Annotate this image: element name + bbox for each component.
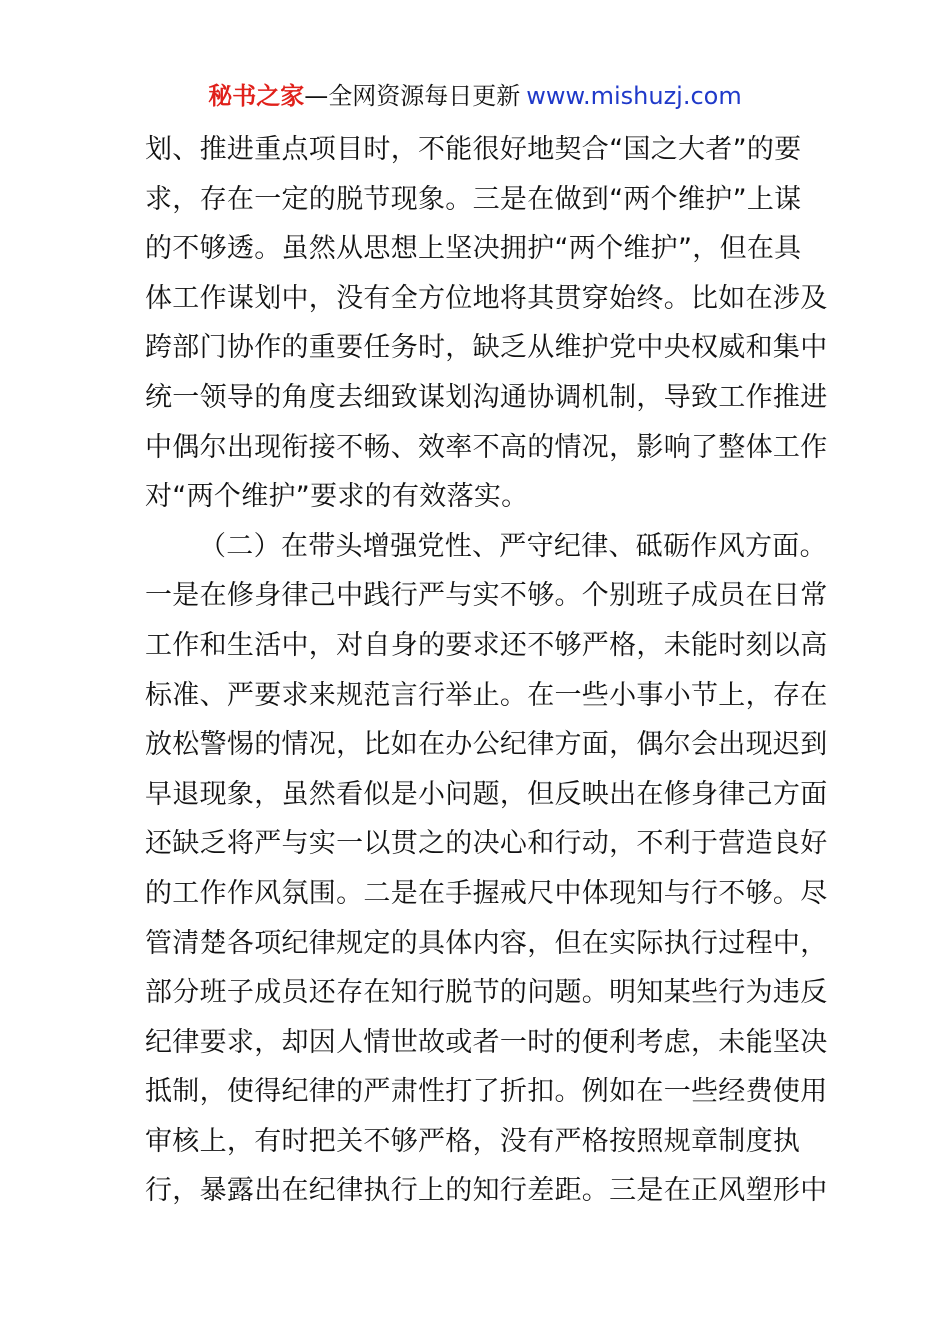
text-line: 放松警惕的情况，比如在办公纪律方面，偶尔会出现迟到 bbox=[145, 729, 828, 761]
site-url-link[interactable]: www.mishuzj.com bbox=[526, 82, 742, 110]
text-line: 跨部门协作的重要任务时，缺乏从维护党中央权威和集中 bbox=[145, 332, 828, 364]
text-line: 一是在修身律己中践行严与实不够。个别班子成员在日常 bbox=[145, 580, 828, 612]
text-line: 中偶尔出现衔接不畅、效率不高的情况，影响了整体工作 bbox=[145, 431, 828, 463]
text-line: 行，暴露出在纪律执行上的知行差距。三是在正风塑形中 bbox=[145, 1175, 828, 1207]
text-line: 抵制，使得纪律的严肃性打了折扣。例如在一些经费使用 bbox=[145, 1076, 828, 1108]
text-line: 早退现象，虽然看似是小问题，但反映出在修身律己方面 bbox=[145, 778, 828, 810]
text-line: 统一领导的角度去细致谋划沟通协调机制，导致工作推进 bbox=[145, 381, 828, 413]
section-heading: （二）在带头增强党性、严守纪律、砥砺作风方面。 bbox=[199, 530, 827, 562]
text-line: 审核上，有时把关不够严格，没有严格按照规章制度执 bbox=[145, 1125, 801, 1157]
text-line: 的不够透。虽然从思想上坚决拥护“两个维护”，但在具 bbox=[145, 233, 802, 265]
text-line: 体工作谋划中，没有全方位地将其贯穿始终。比如在涉及 bbox=[145, 282, 828, 314]
header-tagline: —全网资源每日更新 bbox=[304, 82, 521, 110]
text-line: 划、推进重点项目时，不能很好地契合“国之大者”的要 bbox=[145, 134, 802, 165]
text-line: 还缺乏将严与实一以贯之的决心和行动，不利于营造良好 bbox=[145, 828, 828, 860]
text-line: 管清楚各项纪律规定的具体内容，但在实际执行过程中， bbox=[145, 927, 828, 959]
text-line: 标准、严要求来规范言行举止。在一些小事小节上，存在 bbox=[145, 679, 828, 711]
text-line: 求，存在一定的脱节现象。三是在做到“两个维护”上谋 bbox=[145, 183, 802, 215]
text-line: 的工作作风氛围。二是在手握戒尺中体现知与行不够。尽 bbox=[145, 877, 828, 909]
text-line: 工作和生活中，对自身的要求还不够严格，未能时刻以高 bbox=[145, 629, 828, 661]
text-line: 部分班子成员还存在知行脱节的问题。明知某些行为违反 bbox=[145, 977, 828, 1009]
text-line: 纪律要求，却因人情世故或者一时的便利考虑，未能坚决 bbox=[145, 1026, 828, 1058]
page-header bbox=[0, 80, 950, 112]
document-body bbox=[145, 125, 828, 1216]
text-line: 对“两个维护”要求的有效落实。 bbox=[145, 481, 529, 513]
brand-name: 秘书之家 bbox=[208, 82, 305, 110]
